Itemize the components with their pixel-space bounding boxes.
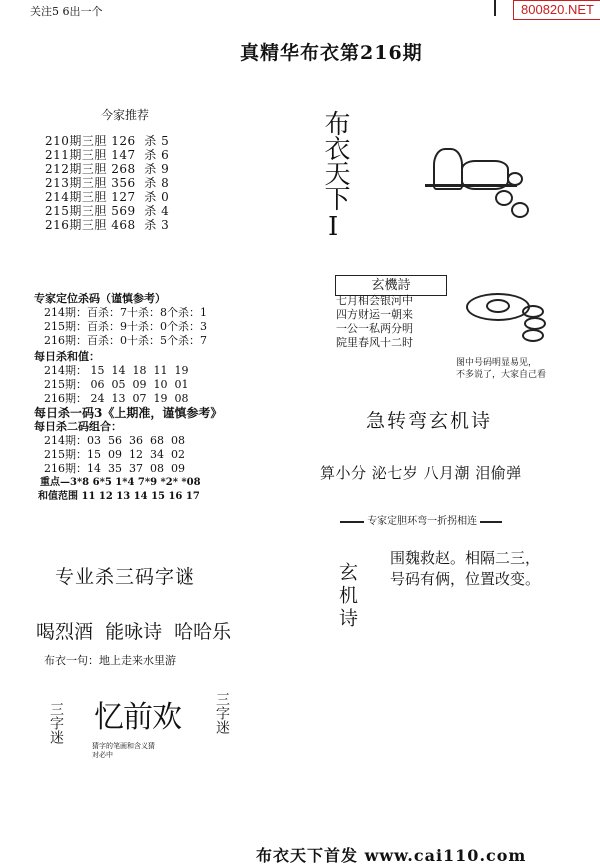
xuanji-poem-line: 四方财运一朝来: [336, 308, 413, 321]
daily-sum-section: [34, 350, 188, 406]
hint: [92, 742, 155, 760]
expert-line-text: 专家定胆环弯一折拐相连: [367, 516, 478, 527]
daily-two-row: 216期：14 35 37 08 09: [44, 462, 185, 475]
xuanji-poem-line: 院里春风十二时: [336, 336, 413, 349]
focus-line: 重点—3*8 6*5 1*4 7*9 *2* *08: [40, 477, 201, 488]
picks-row: 215期三胆 569 杀 4: [45, 204, 170, 218]
siege-line: 号码有俩，位置改变。: [390, 570, 541, 588]
buyi-sentence: 布衣一句：地上走来水里游: [44, 654, 176, 667]
picks-row: 211期三胆 147 杀 6: [45, 148, 170, 162]
xuanji-poem-line: 七月相会银河中: [336, 294, 413, 307]
buyi-numeral: I: [328, 212, 339, 242]
xuanji-poem: [336, 294, 413, 350]
picks-row: 210期三胆 126 杀 5: [45, 134, 170, 148]
separator-right: [480, 521, 502, 523]
daily-two-section: [34, 420, 185, 476]
daily-two-row: 215期：15 09 12 34 02: [44, 448, 185, 461]
separator-left: [340, 521, 364, 523]
site-watermark: 800820.NET: [513, 0, 600, 20]
xuanji-vertical: 玄机诗: [336, 562, 358, 631]
siege-riddle: [390, 548, 540, 590]
picture-note-line: 不多说了，大家自己看: [456, 370, 547, 380]
daily-sum-row: 214期： 15 14 18 11 19: [44, 364, 189, 377]
sketch-figure-top: [425, 130, 535, 230]
picks-section: [45, 108, 169, 232]
picks-row: 216期三胆 468 杀 3: [45, 218, 170, 232]
picks-row: 213期三胆 356 杀 8: [45, 176, 170, 190]
picks-heading: 今家推荐: [101, 108, 150, 122]
expert-kill-row: 215期：百杀：9十杀：0个杀：3: [44, 320, 207, 333]
kill3-phrase: 喝烈酒 能咏诗 哈哈乐: [36, 621, 232, 643]
daily-two-heading: 每日杀二码组合：: [34, 420, 122, 433]
yiqianhuan: 忆前欢: [94, 700, 181, 735]
expert-kill-row: 216期：百杀：0十杀：5个杀：7: [44, 334, 207, 347]
buyi-tianxia-vertical: 布衣天下: [320, 110, 350, 210]
hint-line: 对必中: [92, 751, 113, 759]
jizhuan-heading: 急转弯玄机诗: [366, 410, 493, 432]
picture-note-line: 图中号码明显易见，: [456, 358, 538, 368]
top-note: 关注5 6出一个: [30, 5, 103, 18]
expert-kill-row: 214期：百杀：7十杀：8个杀：1: [44, 306, 207, 319]
sketch-figure-middle: [462, 285, 562, 355]
kill3-heading: 专业杀三码字谜: [55, 566, 196, 588]
riddle-line: 算小分 泌七岁 八月潮 泪偷弹: [320, 464, 522, 482]
page-title: 真精华布衣第216期: [240, 42, 423, 64]
daily-sum-row: 215期： 06 05 09 10 01: [44, 378, 189, 391]
daily-one-heading: 每日杀一码3《上期准，谨慎参考》: [34, 406, 223, 420]
picks-row: 214期三胆 127 杀 0: [45, 190, 170, 204]
page-edge-bar: [494, 0, 496, 16]
daily-sum-row: 216期： 24 13 07 19 08: [44, 392, 189, 405]
daily-sum-heading: 每日杀和值：: [34, 350, 100, 363]
sanzi-right: 三字迷: [214, 692, 230, 734]
expert-kill-heading: 专家定位杀码（谨慎参考）: [34, 292, 166, 305]
daily-two-row: 214期：03 56 36 68 08: [44, 434, 185, 447]
sum-range: 和值范围 11 12 13 14 15 16 17: [38, 491, 200, 502]
siege-line: 围魏救赵。相隔二三，: [390, 549, 541, 567]
footer-site: 布衣天下首发 www.cai110.com: [256, 846, 527, 865]
picture-note: [456, 357, 546, 381]
xuanji-poem-line: 一公一私两分明: [336, 322, 413, 335]
hint-line: 猜字的笔画和含义猜: [92, 742, 155, 750]
expert-line: [340, 512, 502, 527]
expert-kill-section: [34, 292, 207, 348]
sanzi-left: 三字迷: [48, 702, 64, 744]
xuanji-heading: 玄機詩: [335, 275, 447, 296]
picks-row: 212期三胆 268 杀 9: [45, 162, 170, 176]
